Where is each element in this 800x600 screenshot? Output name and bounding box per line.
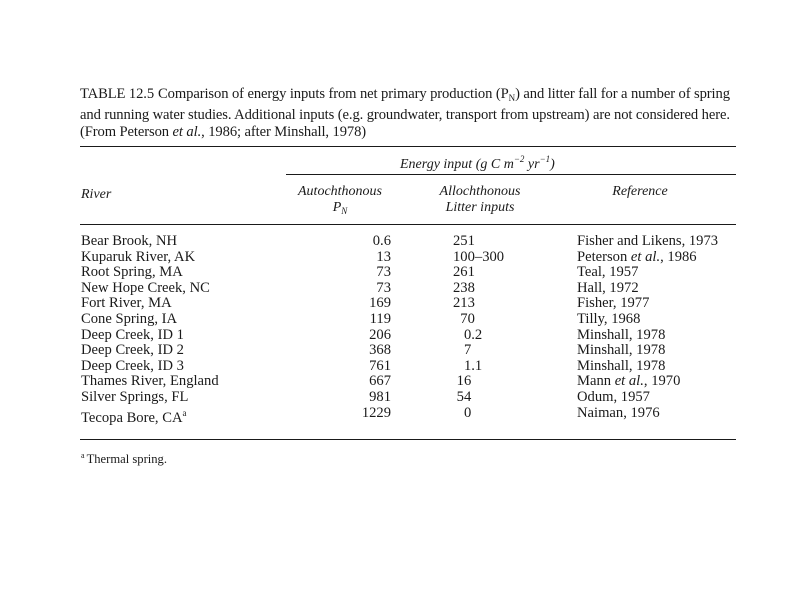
cell-autochthonous: 1229	[361, 404, 391, 421]
reference-text: et al.	[630, 248, 661, 265]
cell-allochthonous: 54	[453, 388, 472, 405]
table-row	[81, 390, 741, 406]
river-name: Bear Brook, NH	[81, 233, 178, 249]
reference-text: Minshall, 1978	[577, 342, 666, 359]
reference-text: Minshall, 1978	[577, 326, 666, 343]
cell-autochthonous: 73	[376, 279, 391, 296]
river-name: Cone Spring, IA	[81, 310, 178, 327]
table-row	[81, 296, 741, 312]
footnote	[81, 451, 167, 467]
cell-autochthonous: 119	[369, 310, 391, 327]
cell-allochthonous: 0	[453, 404, 472, 421]
reference-text: Tilly, 1968	[577, 310, 641, 327]
cell-river	[81, 328, 184, 344]
cell-allochthonous: 0.2	[453, 326, 483, 343]
cell-allochthonous: 213	[453, 295, 475, 312]
header-line: Autochthonous	[298, 184, 382, 199]
cell-autochthonous: 0.6	[372, 233, 391, 249]
cell-autochthonous: 368	[369, 342, 391, 359]
cell-river	[81, 390, 188, 406]
reference-text: Fisher and Likens, 1973	[577, 233, 719, 249]
reference-text: Peterson	[577, 248, 631, 265]
cell-allochthonous: 16	[453, 373, 472, 390]
bottom-rule	[80, 439, 736, 440]
caption-text: ) and litter fall for a number of spring and running water studies. Additional inputs (e.g. groundwater, transport from upstream) are not considered here. (From Peterson	[80, 86, 730, 140]
table-row	[81, 312, 741, 328]
cell-autochthonous: 206	[369, 326, 391, 343]
reference-text: Fisher, 1977	[577, 295, 650, 312]
cell-river	[81, 250, 195, 266]
river-name: Deep Creek, ID 1	[81, 326, 184, 343]
header-line: Litter inputs	[445, 200, 515, 215]
cell-reference	[577, 390, 650, 406]
reference-text: et al.	[614, 373, 644, 390]
header-line	[270, 200, 410, 219]
cell-river	[81, 296, 172, 312]
footnote-mark: a	[182, 407, 187, 418]
cell-river	[81, 265, 183, 281]
cell-autochthonous: 761	[369, 357, 391, 374]
cell-autochthonous: 667	[369, 373, 391, 390]
caption-subscript: N	[508, 93, 516, 103]
cell-allochthonous: 70	[453, 310, 475, 327]
table-row	[81, 359, 741, 375]
table-row	[81, 250, 741, 266]
cell-river	[81, 234, 177, 250]
top-rule	[80, 146, 736, 147]
spanner-text: Energy input (g C m	[400, 157, 514, 172]
header-text: P	[332, 200, 342, 215]
cell-allochthonous: 261	[453, 264, 475, 281]
river-name: New Hope Creek, NC	[81, 279, 210, 296]
reference-text: Mann	[577, 373, 615, 390]
column-header-reference: Reference	[612, 184, 668, 199]
river-name: Tecopa Bore, CA	[81, 409, 183, 426]
footnote-mark: a	[81, 451, 85, 460]
cell-allochthonous: 100–300	[453, 248, 505, 265]
caption-text: Comparison of energy inputs from net primary production (P	[158, 86, 509, 102]
river-name: Deep Creek, ID 2	[81, 342, 184, 359]
column-header-allochthonous	[420, 184, 540, 216]
header-subscript: N	[341, 206, 348, 216]
table-label: TABLE 12.5	[80, 86, 155, 102]
cell-allochthonous: 251	[453, 233, 475, 249]
table-row	[81, 281, 741, 297]
footnote-text: Thermal spring.	[86, 452, 168, 466]
cell-autochthonous: 73	[376, 264, 391, 281]
cell-autochthonous: 169	[369, 295, 391, 312]
cell-allochthonous: 1.1	[453, 357, 483, 374]
cell-reference	[577, 281, 639, 297]
energy-input-spanner-heading	[400, 151, 640, 173]
caption-text: , 1986; after Minshall, 1978)	[201, 124, 367, 140]
cell-reference	[577, 250, 697, 266]
cell-river	[81, 406, 187, 427]
cell-reference	[577, 296, 649, 312]
reference-text: Hall, 1972	[577, 279, 639, 296]
river-name: Root Spring, MA	[81, 264, 183, 281]
table-row	[81, 343, 741, 359]
table-row	[81, 374, 741, 390]
spanner-exponent: −2	[513, 154, 525, 164]
header-line: Allochthonous	[439, 184, 521, 199]
column-header-autochthonous	[270, 184, 410, 219]
river-name: Kuparuk River, AK	[81, 248, 196, 265]
table-row	[81, 404, 741, 426]
table-body	[81, 233, 741, 426]
cell-reference	[577, 265, 638, 281]
cell-river	[81, 359, 184, 375]
cell-reference	[577, 234, 718, 250]
table-row	[81, 234, 741, 250]
river-name: Fort River, MA	[81, 295, 172, 312]
cell-river	[81, 281, 210, 297]
table-caption	[80, 86, 740, 141]
cell-river	[81, 312, 177, 328]
reference-text: Naiman, 1976	[577, 404, 660, 421]
river-name: Deep Creek, ID 3	[81, 357, 184, 374]
cell-autochthonous: 981	[369, 388, 391, 405]
cell-allochthonous: 238	[453, 279, 475, 296]
reference-text: Odum, 1957	[577, 388, 650, 405]
reference-text: , 1970	[643, 373, 681, 390]
cell-reference	[577, 406, 660, 422]
river-name: Silver Springs, FL	[81, 388, 189, 405]
spanner-text: yr	[524, 157, 540, 172]
header-rule	[80, 224, 736, 225]
cell-river	[81, 343, 184, 359]
cell-river	[81, 374, 219, 390]
cell-reference	[577, 374, 680, 390]
table-row	[81, 328, 741, 344]
reference-text: Minshall, 1978	[577, 357, 666, 374]
reference-text: , 1986	[660, 248, 697, 265]
spanner-exponent: −1	[539, 154, 551, 164]
table-row	[81, 265, 741, 281]
cell-reference	[577, 343, 665, 359]
cell-reference	[577, 359, 665, 375]
river-name: Thames River, England	[81, 373, 219, 390]
reference-text: Teal, 1957	[577, 264, 639, 281]
spanner-rule	[286, 174, 736, 175]
cell-autochthonous: 13	[376, 248, 391, 265]
column-header-river: River	[81, 187, 112, 202]
cell-reference	[577, 328, 665, 344]
caption-italic: et al.	[172, 124, 202, 140]
cell-reference	[577, 312, 640, 328]
cell-allochthonous: 7	[453, 342, 472, 359]
spanner-text: )	[550, 157, 555, 172]
